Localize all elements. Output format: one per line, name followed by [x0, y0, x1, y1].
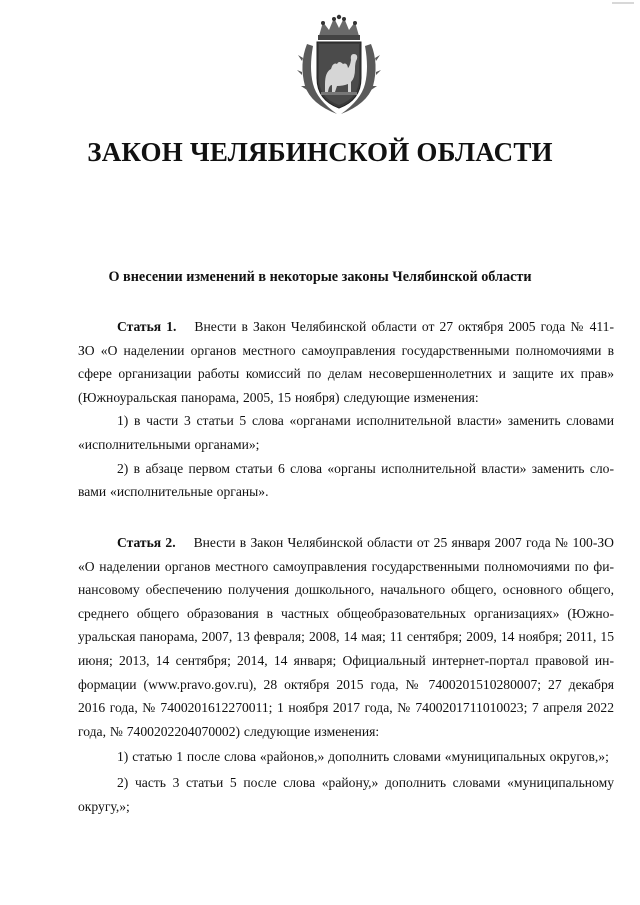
article-1-item-2: 2) в абзаце первом статьи 6 слова «органы исполнительной власти» заменить словами «исполнительные органы». [78, 460, 614, 500]
article-1-intro [78, 315, 614, 409]
article-2-item-2: 2) часть 3 статьи 5 после слова «району,» дополнить словами «муниципальному округу,»; [78, 774, 614, 814]
page-title: ЗАКОН ЧЕЛЯБИНСКОЙ ОБЛАСТИ [87, 137, 553, 167]
article-2 [78, 531, 614, 818]
article-1 [78, 315, 614, 504]
article-1-label: Статья 1. [117, 319, 177, 334]
law-subtitle: О внесении изменений в некоторые законы Челябинской области [108, 269, 532, 285]
article-2-intro-text: Внести в Закон Челябинской области от 25 января 2007 года № 100-ЗО «О наделении органов местного самоуправления государственными полномочиями по финансовому обеспечению получения дошкольного, начального общего, основного общего, среднего общего образования в частных общеобразовательных организациях» (Южноуральская панорама, 2007, 13 февраля; 2008, 14 мая; 11 сентября; 2009, 14 ноября; 2011, 15 июня; 2013, 14 сентября; 2014, 14 января; Официальный интернет-портал правовой информации (www.pravo.gov.ru), 28 октября 2015 года, № 7400201510280007; 27 декабря 2016 года, № 7400201612270011; 1 ноября 2017 года, № 7400201711010023; 7 апреля 2022 года, № 7400202204070002) следующие изменения: [78, 535, 614, 739]
article-1-item-1: 1) в части 3 статьи 5 слова «органами исполнительной власти» заменить словами «исполнительными органами»; [78, 413, 614, 452]
article-1-intro-text: Внести в Закон Челябинской области от 27 октября 2005 года № 411-ЗО «О наделении органов местного самоуправления государственными полномочиями в сфере организации работы комиссий по делам несовершеннолетних и защите их прав» (Южноуральская панорама, 2005, 15 ноября) следующие изменения: [78, 319, 614, 405]
article-2-intro [78, 531, 614, 743]
coat-of-arms-icon [297, 14, 381, 118]
scan-corner-mark [612, 2, 634, 4]
article-2-item-1: 1) статью 1 после слова «районов,» дополнить словами «муниципальных округов,»; [117, 749, 609, 765]
article-2-label: Статья 2. [117, 535, 176, 550]
